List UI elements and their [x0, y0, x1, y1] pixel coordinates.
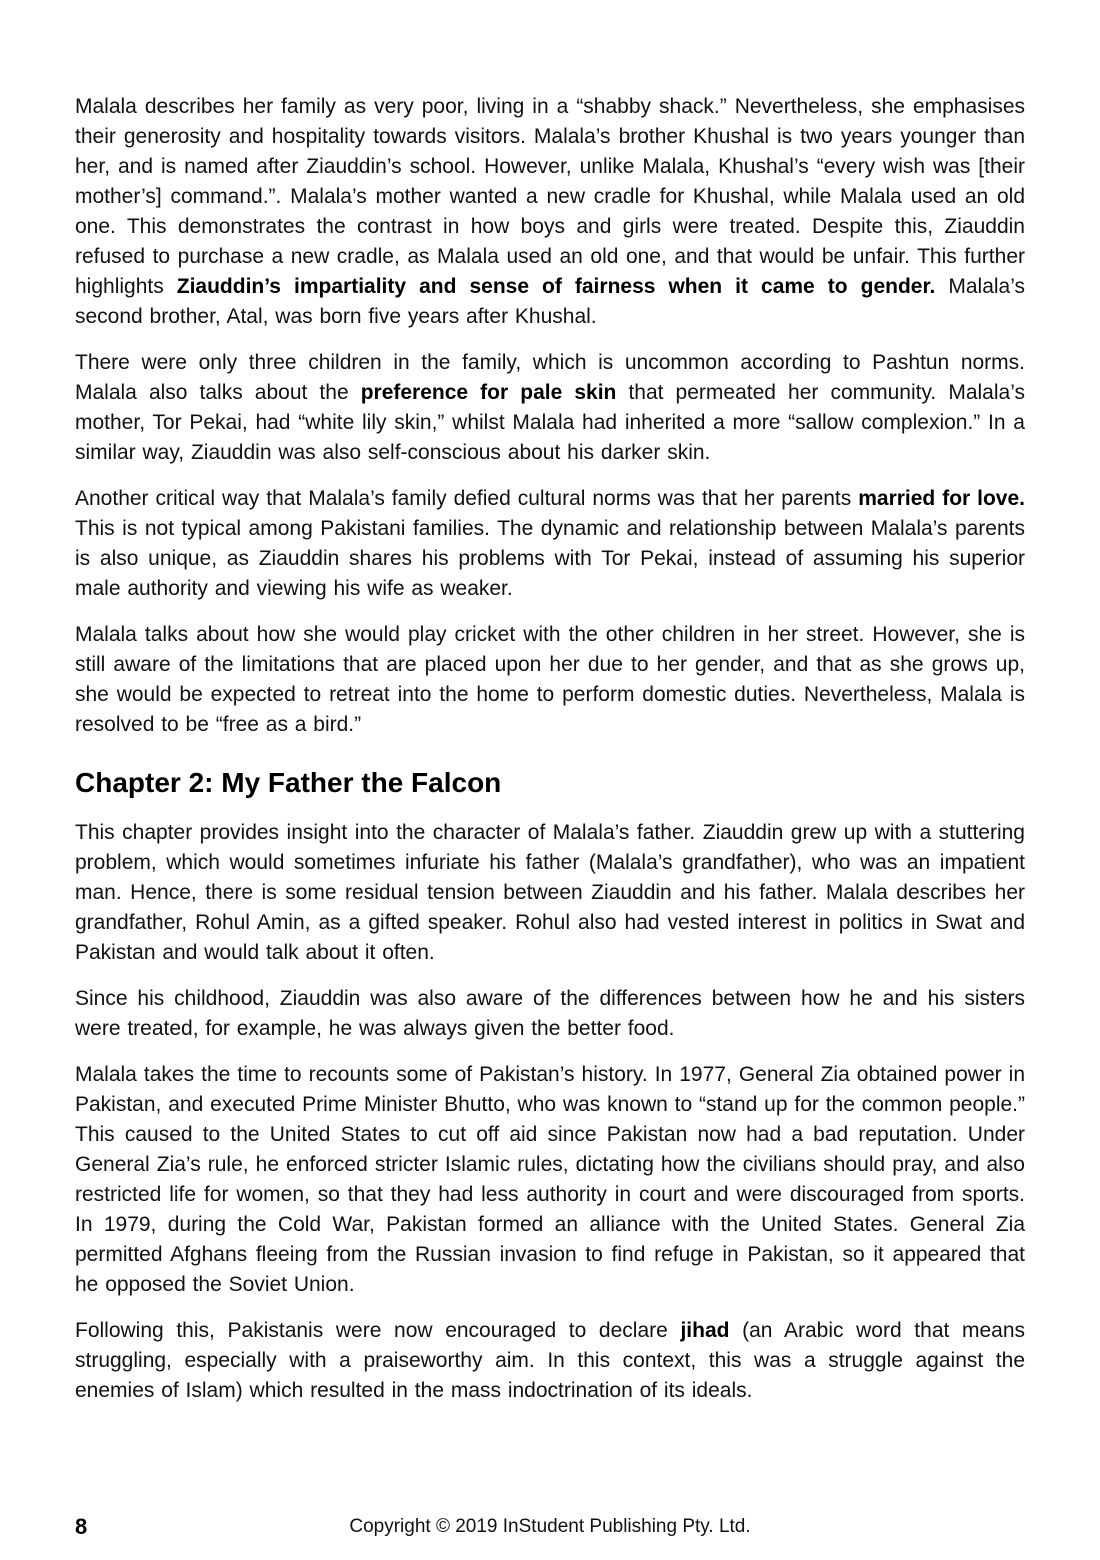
bold-text: preference for pale skin — [360, 381, 617, 404]
body-text: (an Arabic word that means struggling, especially with a praiseworthy aim. In this context, this was a struggle against the enemies of Islam) which resulted in the mass indoctrination of its ideals. — [75, 1319, 1026, 1402]
copyright-text: Copyright © 2019 InStudent Publishing Pty. Ltd. — [349, 1516, 751, 1537]
body-text: Malala talks about how she would play cricket with the other children in her street. However, she is still aware of the limitations that are placed upon her due to her gender, and that as she grows up, she would be expected to retreat into the home to perform domestic duties. Nevertheless, Malala is resolved to be “free as a bird.” — [75, 623, 1025, 736]
paragraph — [75, 818, 1025, 968]
body-text: Another critical way that Malala’s family defied cultural norms was that her parents — [75, 487, 859, 510]
bold-text: married for love. — [858, 487, 1025, 510]
body-text: Malala describes her family as very poor, living in a “shabby shack.” Nevertheless, she emphasises their generosity and hospitality towards visitors. Malala’s brother Khushal is two years younger than her, and is named after Ziauddin’s school. However, unlike Malala, Khushal’s “every wish was [their mother’s] command.”. Malala’s mother wanted a new cradle for Khushal, while Malala used an old one. This demonstrates the contrast in how boys and girls were treated. Despite this, Ziauddin refused to purchase a new cradle, as Malala used an old one, and that would be unfair. This further highlights — [75, 95, 1025, 298]
paragraph — [75, 348, 1025, 468]
paragraph — [75, 1316, 1025, 1406]
page-footer — [75, 1512, 1025, 1540]
bold-text: jihad — [680, 1319, 730, 1342]
body-text: There were only three children in the family, which is uncommon according to Pashtun norms. Malala also talks about the — [75, 351, 1025, 404]
paragraph — [75, 484, 1025, 604]
document-body — [75, 92, 1025, 1406]
body-text: This chapter provides insight into the character of Malala’s father. Ziauddin grew up with a stuttering problem, which would sometimes infuriate his father (Malala’s grandfather), who was an impatient man. Hence, there is some residual tension between Ziauddin and his father. Malala describes her grandfather, Rohul Amin, as a gifted speaker. Rohul also had vested interest in politics in Swat and Pakistan and would talk about it often. — [75, 821, 1025, 964]
paragraph — [75, 984, 1025, 1044]
paragraph — [75, 1060, 1025, 1300]
chapter-heading: Chapter 2: My Father the Falcon — [75, 767, 502, 798]
bold-text: Ziauddin’s impartiality and sense of fairness when it came to gender. — [176, 275, 936, 298]
body-text: Malala takes the time to recounts some of Pakistan’s history. In 1977, General Zia obtained power in Pakistan, and executed Prime Minister Bhutto, who was known to “stand up for the common people.” This caused to the United States to cut off aid since Pakistan now had a bad reputation. Under General Zia’s rule, he enforced stricter Islamic rules, dictating how the civilians should pray, and also restricted life for women, so that they had less authority in court and were discouraged from sports. In 1979, during the Cold War, Pakistan formed an alliance with the United States. General Zia permitted Afghans fleeing from the Russian invasion to find refuge in Pakistan, so it appeared that he opposed the Soviet Union. — [75, 1063, 1025, 1296]
body-text: This is not typical among Pakistani families. The dynamic and relationship between Malala’s parents is also unique, as Ziauddin shares his problems with Tor Pekai, instead of assuming his superior male authority and viewing his wife as weaker. — [75, 517, 1025, 600]
body-text: Following this, Pakistanis were now encouraged to declare — [75, 1319, 681, 1342]
body-text: Malala’s second brother, Atal, was born five years after Khushal. — [75, 275, 1026, 328]
paragraph — [75, 92, 1025, 332]
page-number: 8 — [75, 1514, 88, 1539]
paragraph — [75, 620, 1025, 740]
body-text: that permeated her community. Malala’s mother, Tor Pekai, had “white lily skin,” whilst Malala had inherited a more “sallow complexion.” In a similar way, Ziauddin was also self-conscious about his darker skin. — [75, 381, 1025, 464]
body-text: Since his childhood, Ziauddin was also aware of the differences between how he and his sisters were treated, for example, he was always given the better food. — [75, 987, 1025, 1040]
